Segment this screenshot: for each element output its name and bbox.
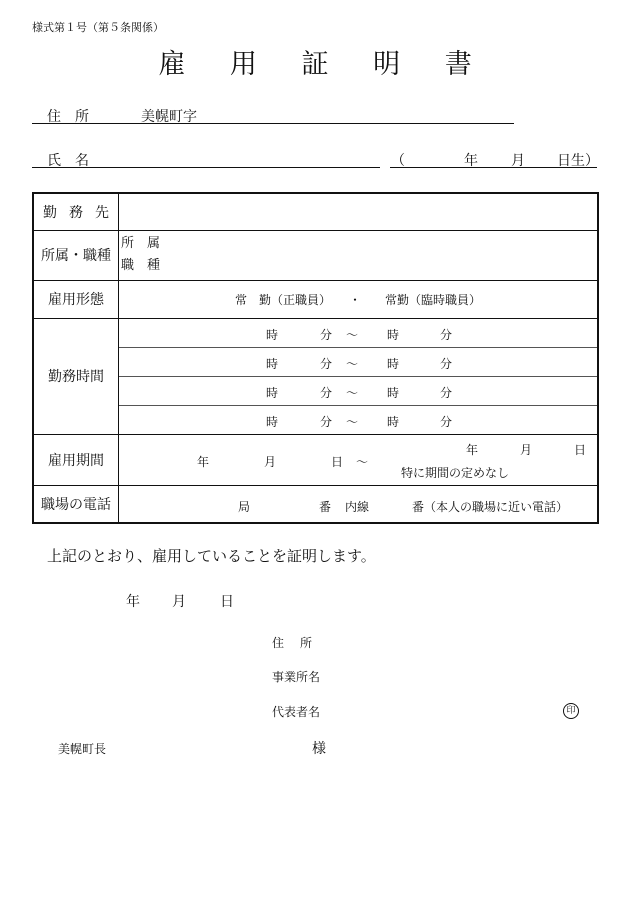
name-label-char: 名 — [75, 153, 89, 169]
addressee: 美幌町長 — [58, 742, 107, 756]
employer-address-char: 住 — [272, 636, 285, 650]
phone-ban: 番 — [319, 499, 332, 514]
minute-end: 分 — [440, 385, 453, 400]
hour-end: 時 — [387, 414, 400, 429]
hour-end: 時 — [387, 356, 400, 371]
hour-end: 時 — [387, 385, 400, 400]
phone-field[interactable] — [119, 485, 599, 523]
period-day: 日 — [331, 454, 344, 469]
phone-label: 職場の電話 — [33, 485, 119, 523]
hour-start: 時 — [266, 327, 279, 342]
hour-start: 時 — [266, 385, 279, 400]
period-sep: ～ — [356, 454, 369, 469]
period-end-day: 日 — [574, 442, 587, 457]
hours-row[interactable] — [119, 406, 597, 434]
certification-statement: 上記のとおり、雇用していることを証明します。 — [47, 547, 376, 565]
period-month: 月 — [264, 454, 277, 469]
workplace-label — [33, 193, 119, 230]
form-number: 様式第１号（第５条関係） — [32, 21, 164, 34]
range-sep: ～ — [346, 385, 359, 400]
affiliation-sub: 所 属 — [121, 236, 161, 251]
workplace-field[interactable] — [119, 193, 599, 230]
title-char: 雇 — [158, 49, 186, 80]
seal-mark: 印 — [563, 703, 579, 719]
birth-underline[interactable] — [390, 167, 597, 168]
birth-day: 日生） — [557, 153, 599, 169]
company-name-label: 事業所名 — [272, 670, 321, 684]
address-label-char: 所 — [75, 109, 89, 125]
cert-date-day: 日 — [220, 594, 234, 610]
employer-address-label — [272, 634, 312, 651]
hour-start: 時 — [266, 414, 279, 429]
workplace-label-char: 務 — [69, 204, 83, 221]
representative-label: 代表者名 — [272, 705, 321, 719]
birth-month: 月 — [511, 153, 525, 169]
hours-field — [119, 318, 599, 434]
title-char: 明 — [373, 49, 401, 80]
job-sub: 職 種 — [121, 258, 161, 273]
range-sep: ～ — [346, 356, 359, 371]
honorific: 様 — [312, 741, 326, 757]
title-char: 書 — [444, 49, 472, 80]
row-employment-type — [33, 280, 598, 318]
minute-start: 分 — [320, 385, 333, 400]
row-period — [33, 434, 598, 485]
address-label-char: 住 — [47, 109, 61, 125]
period-label: 雇用期間 — [33, 434, 119, 485]
employment-type-options[interactable]: 常 勤（正職員） ・ 常勤（臨時職員） — [119, 280, 599, 318]
row-hours — [33, 318, 598, 434]
cert-date-year: 年 — [126, 594, 140, 610]
name-label-char: 氏 — [47, 153, 61, 169]
workplace-label-char: 先 — [95, 204, 109, 221]
period-field[interactable] — [119, 434, 599, 485]
address-value[interactable]: 美幌町字 — [141, 109, 197, 125]
birth-open-paren: （ — [391, 153, 405, 169]
minute-end: 分 — [440, 414, 453, 429]
minute-end: 分 — [440, 356, 453, 371]
hour-start: 時 — [266, 356, 279, 371]
address-underline — [32, 123, 514, 124]
birth-year: 年 — [464, 153, 478, 169]
hours-label: 勤務時間 — [33, 318, 119, 434]
workplace-label-char: 勤 — [43, 204, 57, 221]
period-no-fixed-term[interactable]: 特に期間の定めなし — [401, 465, 510, 480]
name-underline[interactable] — [32, 167, 380, 168]
hour-end: 時 — [387, 327, 400, 342]
minute-start: 分 — [320, 414, 333, 429]
minute-end: 分 — [440, 327, 453, 342]
employment-type-label: 雇用形態 — [33, 280, 119, 318]
row-phone — [33, 485, 598, 523]
employer-address-char: 所 — [300, 636, 313, 650]
title-char: 用 — [229, 49, 257, 80]
hours-row[interactable] — [119, 319, 597, 348]
phone-naisen: 内線 — [345, 499, 370, 514]
affiliation-label: 所属・職種 — [33, 230, 119, 280]
title-char: 証 — [301, 49, 329, 80]
period-end-year: 年 — [466, 442, 479, 457]
phone-kyoku: 局 — [238, 499, 251, 514]
page-title — [0, 42, 630, 81]
row-affiliation — [33, 230, 598, 280]
employment-table — [32, 192, 599, 524]
phone-note: 番（本人の職場に近い電話） — [412, 499, 569, 514]
row-workplace — [33, 193, 598, 230]
hours-row[interactable] — [119, 377, 597, 406]
cert-date-month: 月 — [172, 594, 186, 610]
minute-start: 分 — [320, 356, 333, 371]
range-sep: ～ — [346, 327, 359, 342]
period-year: 年 — [197, 454, 210, 469]
hours-row[interactable] — [119, 348, 597, 377]
affiliation-field[interactable] — [119, 230, 599, 280]
period-end-month: 月 — [520, 442, 533, 457]
range-sep: ～ — [346, 414, 359, 429]
minute-start: 分 — [320, 327, 333, 342]
